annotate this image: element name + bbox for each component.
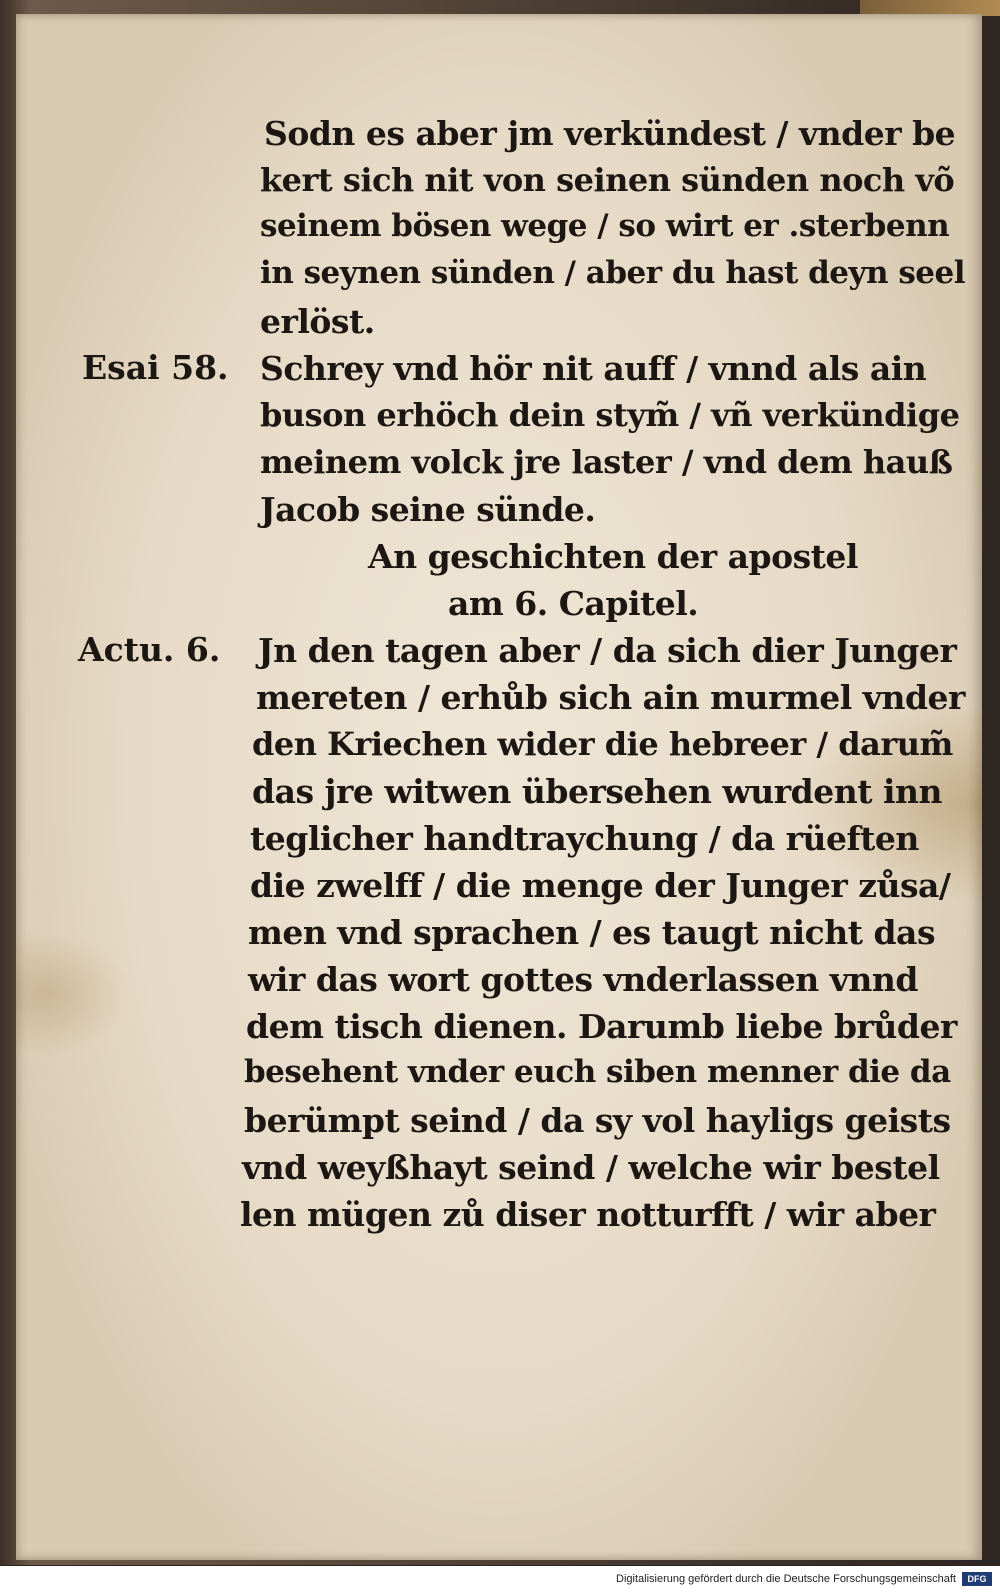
funding-credit: Digitalisierung gefördert durch die Deutsche Forschungsgemeinschaft: [616, 1573, 956, 1585]
text-line: Jacob seine sünde.: [260, 490, 596, 529]
dfg-logo: DFG: [962, 1572, 992, 1586]
text-line: vnd weyßhayt seind / welche wir bestel: [242, 1148, 940, 1187]
text-line: men vnd sprachen / es taugt nicht das: [248, 913, 936, 952]
text-line: buson erhöch dein stym̃ / vñ verkündige: [260, 396, 960, 434]
text-line: dem tisch dienen. Darumb liebe brůder: [246, 1007, 957, 1046]
text-line: berümpt seind / da sy vol hayligs geists: [244, 1101, 951, 1140]
footer-bar: [0, 1566, 1000, 1593]
section-heading: An geschichten der apostel: [368, 537, 858, 576]
text-line: Schrey vnd hör nit auff / vnnd als ain: [260, 349, 927, 388]
text-line: mereten / erhůb sich ain murmel vnder: [256, 678, 965, 717]
text-line: len mügen zů diser notturfft / wir aber: [240, 1195, 936, 1234]
margin-note-actu: Actu. 6.: [78, 630, 221, 669]
section-heading-sub: am 6. Capitel.: [448, 584, 699, 623]
text-line: Sodn es aber jm verkündest / vnder be: [264, 114, 956, 153]
text-line: die zwelff / die menge der Junger zůsa/: [250, 866, 951, 905]
margin-note-esai: Esai 58.: [82, 348, 229, 387]
text-line: Jn den tagen aber / da sich dier Junger: [258, 631, 957, 670]
text-line: seinem bösen wege / so wirt er .sterbenn: [260, 208, 950, 244]
text-line: besehent vnder euch siben menner die da: [244, 1054, 951, 1090]
paper-sheet: [16, 14, 982, 1560]
text-line: wir das wort gottes vnderlassen vnnd: [248, 960, 918, 999]
text-line: kert sich nit von seinen sünden noch võ: [260, 161, 955, 199]
text-line: teglicher handtraychung / da rüeften: [250, 819, 919, 858]
text-line: meinem volck jre laster / vnd dem hauß: [260, 443, 953, 481]
text-line: in seynen sünden / aber du hast deyn seel: [260, 255, 965, 291]
text-line: den Kriechen wider die hebreer / darum̃: [252, 725, 953, 763]
text-line: das jre witwen übersehen wurdent inn: [252, 772, 943, 811]
text-line: erlöst.: [260, 302, 375, 341]
